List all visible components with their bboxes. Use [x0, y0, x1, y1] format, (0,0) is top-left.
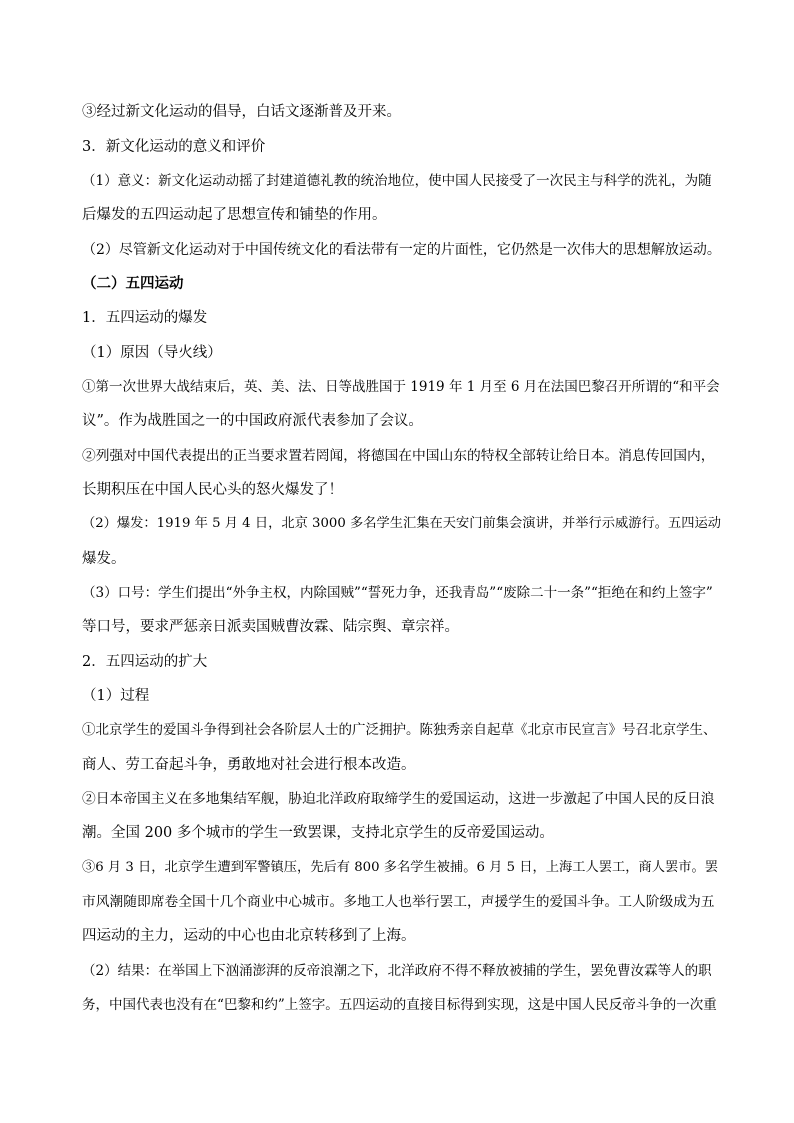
text-line: 潮。全国 200 多个城市的学生一致罢课，支持北京学生的反帝爱国运动。 — [82, 825, 554, 841]
text-line: ①北京学生的爱国斗争得到社会各阶层人士的广泛拥护。陈独秀亲自起草《北京市民宣言》号召北京学生、 — [82, 722, 717, 738]
text-line: 后爆发的五四运动起了思想宣传和铺垫的作用。 — [82, 207, 387, 223]
text-line: （2）结果：在举国上下汹涌澎湃的反帝浪潮之下，北洋政府不得不释放被捕的学生，罢免曹汝霖等人的职 — [82, 963, 712, 979]
text-line: 四运动的主力，运动的中心也由北京转移到了上海。 — [82, 928, 416, 944]
text-line: ③6 月 3 日，北京学生遭到军警镇压，先后有 800 多名学生被捕。6 月 5 日，上海工人罢工，商人罢市。罢 — [82, 860, 718, 875]
text-line: 等口号，要求严惩亲日派卖国贼曹汝霖、陆宗舆、章宗祥。 — [82, 619, 459, 635]
section-heading: 3．新文化运动的意义和评价 — [82, 139, 266, 155]
text-line: （2）尽管新文化运动对于中国传统文化的看法带有一定的片面性，它仍然是一次伟大的思想解放运动。 — [82, 242, 721, 258]
text-line: （1）过程 — [82, 688, 150, 704]
text-line: （3）口号：学生们提出“外争主权，内除国贼”“誓死力争，还我青岛”“废除二十一条”“拒绝在和约上签字” — [82, 585, 713, 601]
text-line: 务，中国代表也没有在“巴黎和约”上签字。五四运动的直接目标得到实现，这是中国人民反帝斗争的一次重 — [82, 997, 717, 1013]
text-line: 爆发。 — [82, 551, 126, 567]
text-line: 市风潮随即席卷全国十几个商业中心城市。多地工人也举行罢工，声援学生的爱国斗争。工人阶级成为五 — [82, 894, 715, 910]
section-heading: （二）五四运动 — [82, 275, 184, 292]
text-line: ①第一次世界大战结束后，英、美、法、日等战胜国于 1919 年 1 月至 6 月在法国巴黎召开所谓的“和平会 — [82, 379, 720, 395]
text-line: （2）爆发：1919 年 5 月 4 日，北京 3000 多名学生汇集在天安门前集会演讲，并举行示威游行。五四运动 — [82, 516, 721, 531]
text-line: 商人、劳工奋起斗争，勇敢地对社会进行根本改造。 — [82, 757, 416, 773]
text-line: ③经过新文化运动的倡导，白话文逐渐普及开来。 — [82, 104, 401, 120]
text-line: ②日本帝国主义在多地集结军舰，胁迫北洋政府取缔学生的爱国运动，这进一步激起了中国人民的反日浪 — [82, 791, 715, 807]
text-line: ②列强对中国代表提出的正当要求置若罔闻，将德国在中国山东的特权全部转让给日本。消息传回国内， — [82, 448, 715, 464]
text-line: （1）意义：新文化运动动摇了封建道德礼教的统治地位，使中国人民接受了一次民主与科学的洗礼，为随 — [82, 173, 712, 189]
text-line: 议”。作为战胜国之一的中国政府派代表参加了会议。 — [82, 413, 423, 429]
section-heading: 2．五四运动的扩大 — [82, 654, 208, 670]
text-line: 长期积压在中国人民心头的怒火爆发了！ — [82, 482, 343, 498]
section-heading: 1．五四运动的爆发 — [82, 310, 208, 326]
text-line: （1）原因（导火线） — [82, 345, 222, 361]
